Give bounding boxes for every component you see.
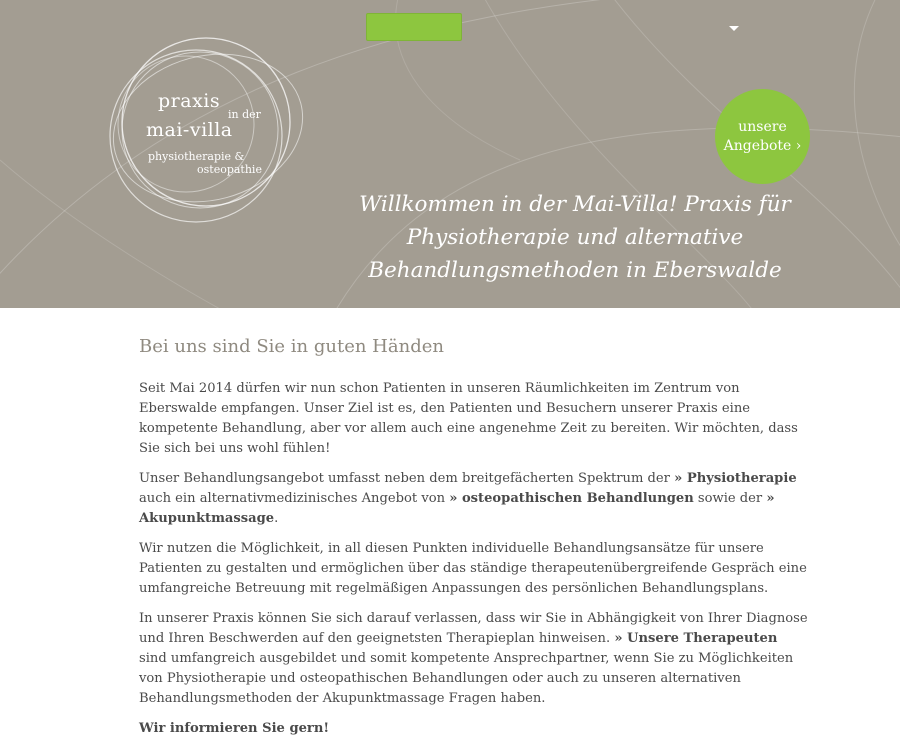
paragraph-text: Unser Behandlungsangebot umfasst neben dem breitgefächerten Spektrum der (139, 471, 675, 486)
paragraph-therapists (139, 609, 809, 709)
paragraph-offerings (139, 469, 809, 529)
link-physiotherapie[interactable]: » Physiotherapie (674, 471, 797, 486)
link-therapeuten[interactable]: » Unsere Therapeuten (614, 631, 778, 646)
caret-down-icon[interactable] (729, 26, 739, 31)
logo-line-in-der: in der (228, 108, 261, 121)
paragraph-text: In unserer Praxis können Sie sich darauf verlassen, dass wir Sie in Abhängigkeit von Ihrer Diagnose und Ihren Beschwerden auf den geeignetsten Therapieplan hinweisen. (139, 611, 808, 646)
logo[interactable] (88, 36, 318, 226)
paragraph-text: sowie der (693, 491, 767, 506)
hero-banner (0, 0, 900, 308)
main-content (139, 336, 809, 749)
paragraph-text: . (274, 511, 279, 526)
logo-subtitle-physiotherapie: physiotherapie & (148, 150, 245, 163)
logo-subtitle-osteopathie: osteopathie (197, 163, 262, 176)
paragraph-approach: Wir nutzen die Möglichkeit, in all diesen Punkten individuelle Behandlungsansätze für unsere Patienten zu gestalten und ermöglichen über das ständige therapeutenübergreifende Gespräch eine umfangreiche Betreuung mit regelmäßigen Anpassungen des persönlichen Behandlungsplans. (139, 541, 807, 596)
offers-button-line1: unsere (738, 118, 787, 135)
link-osteopathie[interactable]: » osteopathischen Behandlungen (449, 491, 694, 506)
link-akupunktmassage[interactable]: » Akupunktmassage (139, 491, 775, 526)
offers-button-line2: Angebote › (723, 137, 802, 154)
paragraph-intro: Seit Mai 2014 dürfen wir nun schon Patienten in unseren Räumlichkeiten im Zentrum von Eberswalde empfangen. Unser Ziel ist es, den Patienten und Besuchern unserer Praxis eine kompetente Behandlung, aber vor allem auch eine angenehme Zeit zu bereiten. Wir möchten, dass Sie sich bei uns wohl fühlen! (139, 381, 798, 456)
paragraph-text: sind umfangreich ausgebildet und somit kompetente Ansprechpartner, wenn Sie zu Möglichkeiten von Physiotherapie und osteopathischen Behandlungen oder auch zu unseren alternativen Behandlungsmethoden der Akupunktmassage Fragen haben. (139, 651, 794, 706)
nav-button[interactable] (366, 13, 462, 41)
hero-title: Willkommen in der Mai-Villa! Praxis für Physiotherapie und alternative Behandlungsmethoden in Eberswalde (359, 192, 791, 283)
closing-line: Wir informieren Sie gern! (139, 721, 330, 736)
logo-line-praxis: praxis (158, 90, 221, 112)
section-heading: Bei uns sind Sie in guten Händen (139, 336, 444, 357)
offers-button[interactable] (715, 89, 810, 184)
logo-line-mai-villa: mai-villa (146, 119, 233, 141)
paragraph-text: auch ein alternativmedizinisches Angebot von (139, 491, 450, 506)
